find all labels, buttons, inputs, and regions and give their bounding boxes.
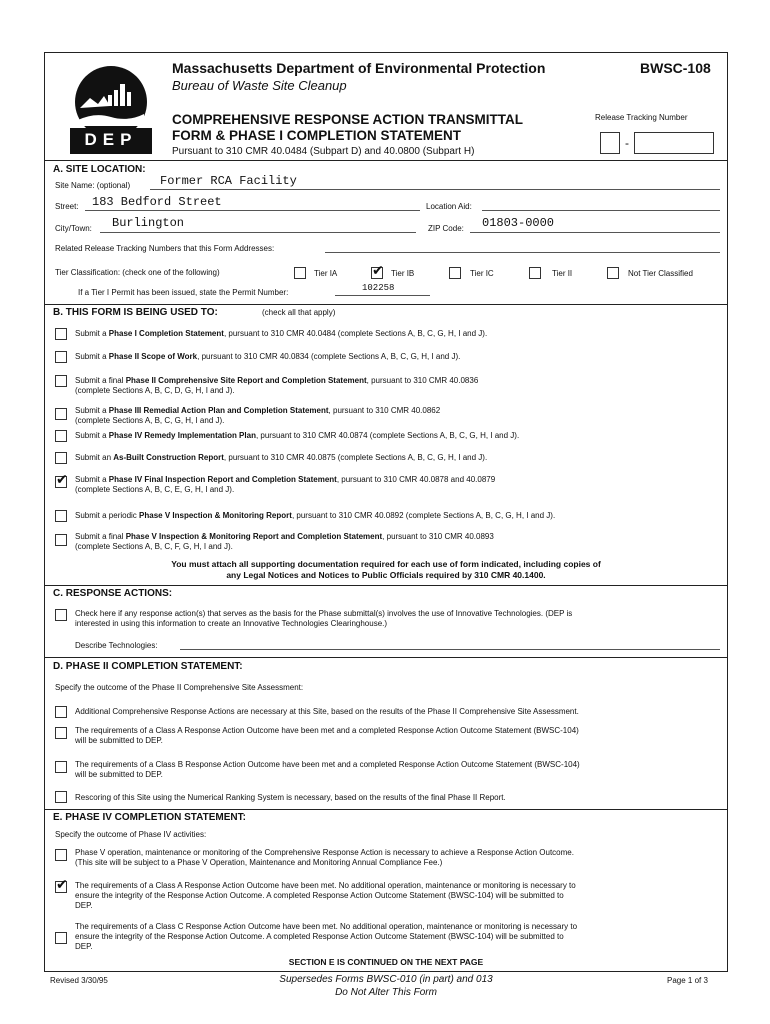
class-c-rao-met-text: The requirements of a Class C Response Action Outcome have been met. No additional operation, maintenance or monitoring is necessary to ensure the integrity of the Response Action Outcome. A completed Response Action Outcome Statement (BWSC-104) will be submitted to DEP. — [75, 922, 578, 951]
phase3-plan-checkbox[interactable] — [55, 408, 67, 420]
tier-label: Tier Classification: (check one of the following) — [55, 268, 220, 277]
tier-ii-checkbox[interactable] — [529, 267, 541, 279]
describe-tech-label: Describe Technologies: — [75, 641, 158, 650]
class-a-rao-text: The requirements of a Class A Response Action Outcome have been met and a completed Response Action Outcome Statement (BWSC-104) will be submitted to DEP. — [75, 726, 579, 745]
class-a-rao-met-checkbox[interactable] — [55, 881, 67, 893]
zip-label: ZIP Code: — [428, 224, 464, 233]
street-label: Street: — [55, 202, 79, 211]
class-a-rao-checkbox[interactable] — [55, 727, 67, 739]
tier-ib-checkbox[interactable] — [371, 267, 383, 279]
phase2-scope-checkbox[interactable] — [55, 351, 67, 363]
phase5-final-checkbox[interactable] — [55, 534, 67, 546]
pursuant-text: Pursuant to 310 CMR 40.0484 (Subpart D) and 40.0800 (Subpart H) — [172, 146, 475, 157]
additional-actions-text: Additional Comprehensive Response Actions are necessary at this Site, based on the results of the Phase II Comprehensive Site Assessment. — [75, 707, 579, 716]
tier-ii-label: Tier II — [552, 269, 573, 278]
phase1-completion-text: Submit a Phase I Completion Statement, pursuant to 310 CMR 40.0484 (complete Sections A, B, C, G, H, I and J). — [75, 329, 488, 338]
tier-ia-checkbox[interactable] — [294, 267, 306, 279]
city-field[interactable]: Burlington — [112, 216, 185, 230]
form-title-line2: FORM & PHASE I COMPLETION STATEMENT — [172, 128, 461, 143]
site-name-label: Site Name: (optional) — [55, 181, 131, 190]
form-title-line1: COMPREHENSIVE RESPONSE ACTION TRANSMITTAL — [172, 112, 524, 127]
location-aid-field[interactable] — [482, 210, 720, 211]
phase5-periodic-text: Submit a periodic Phase V Inspection & Monitoring Report, pursuant to 310 CMR 40.0892 (complete Sections A, B, C, G, H, I and J). — [75, 511, 556, 520]
phase2-report-checkbox[interactable] — [55, 375, 67, 387]
not-tier-classified-checkbox[interactable] — [607, 267, 619, 279]
revised-date: Revised 3/30/95 — [50, 976, 108, 985]
rescoring-text: Rescoring of this Site using the Numerical Ranking System is necessary, based on the results of the final Phase II Report. — [75, 793, 506, 802]
do-not-alter-text: Do Not Alter This Form — [335, 987, 437, 998]
phase1-completion-checkbox[interactable] — [55, 328, 67, 340]
site-name-field[interactable]: Former RCA Facility — [160, 174, 297, 188]
section-b-note: (check all that apply) — [262, 308, 336, 317]
tracking-box-prefix[interactable] — [600, 132, 620, 154]
phase3-plan-text: Submit a Phase III Remedial Action Plan and Completion Statement, pursuant to 310 CMR 40.0862 (complete Sections A, B, C, G, H, I and J). — [75, 406, 441, 425]
tracking-label: Release Tracking Number — [595, 113, 688, 122]
phase2-report-text: Submit a final Phase II Comprehensive Site Report and Completion Statement, pursuant to 310 CMR 40.0836 (complete Sections A, B, C, D, G, H, I and J). — [75, 376, 479, 395]
dep-logo — [70, 62, 152, 154]
as-built-checkbox[interactable] — [55, 452, 67, 464]
phase5-final-text: Submit a final Phase V Inspection & Monitoring Report and Completion Statement, pursuant to 310 CMR 40.0893 (complete Sections A, B, C, F, G, H, I and J). — [75, 532, 494, 551]
class-b-rao-text: The requirements of a Class B Response Action Outcome have been met and a completed Response Action Outcome Statement (BWSC-104) will be submitted to DEP. — [75, 760, 580, 779]
section-d-intro: Specify the outcome of the Phase II Comprehensive Site Assessment: — [55, 683, 304, 692]
as-built-text: Submit an As-Built Construction Report, pursuant to 310 CMR 40.0875 (complete Sections A, B, C, G, H, I and J). — [75, 453, 488, 462]
innovative-tech-checkbox[interactable] — [55, 609, 67, 621]
phase4-final-checkbox[interactable] — [55, 476, 67, 488]
attachment-notice-line2: any Legal Notices and Notices to Public Officials required by 310 CMR 40.1400. — [226, 570, 546, 580]
section-e-continued: SECTION E IS CONTINUED ON THE NEXT PAGE — [288, 957, 484, 967]
bureau-name: Bureau of Waste Site Cleanup — [172, 78, 347, 93]
phase4-remedy-text: Submit a Phase IV Remedy Implementation Plan, pursuant to 310 CMR 40.0874 (complete Sections A, B, C, G, H, I and J). — [75, 431, 520, 440]
phase4-final-text: Submit a Phase IV Final Inspection Report and Completion Statement, pursuant to 310 CMR 40.0878 and 40.0879 (complete Sections A, B, C, E, G, H, I and J). — [75, 475, 496, 494]
rescoring-checkbox[interactable] — [55, 791, 67, 803]
section-a-heading: A. SITE LOCATION: — [53, 164, 146, 175]
section-e-intro: Specify the outcome of Phase IV activities: — [55, 830, 207, 839]
section-b-heading: B. THIS FORM IS BEING USED TO: — [53, 307, 218, 318]
not-tier-classified-label: Not Tier Classified — [628, 269, 693, 278]
phase5-omm-text: Phase V operation, maintenance or monitoring of the Comprehensive Response Action is necessary to achieve a Response Action Outcome. (This site will be subject to a Phase V Operation, Maintenance and Monitoring Annual Compliance Fee.) — [75, 848, 574, 867]
tier-ic-label: Tier IC — [470, 269, 494, 278]
page-number: Page 1 of 3 — [667, 976, 708, 985]
tier-ic-checkbox[interactable] — [449, 267, 461, 279]
additional-actions-checkbox[interactable] — [55, 706, 67, 718]
related-tracking-field[interactable] — [325, 252, 720, 253]
phase5-omm-checkbox[interactable] — [55, 849, 67, 861]
class-a-rao-met-text: The requirements of a Class A Response Action Outcome have been met. No additional operation, maintenance or monitoring is necessary to ensure the integrity of the Response Action Outcome. A completed Response Action Outcome Statement (BWSC-104) will be submitted to DEP. — [75, 881, 576, 910]
supersedes-text: Supersedes Forms BWSC-010 (in part) and 013 — [279, 974, 493, 985]
zip-field[interactable]: 01803-0000 — [482, 216, 555, 230]
tier-ia-label: Tier IA — [314, 269, 338, 278]
city-label: City/Town: — [55, 224, 92, 233]
location-aid-label: Location Aid: — [426, 202, 472, 211]
class-c-rao-met-checkbox[interactable] — [55, 932, 67, 944]
agency-name: Massachusetts Department of Environmental Protection — [172, 60, 546, 76]
attachment-notice-line1: You must attach all supporting documentation required for each use of form indicated, including copies of — [171, 559, 601, 569]
describe-tech-field[interactable] — [180, 649, 720, 650]
street-field[interactable]: 183 Bedford Street — [92, 195, 222, 209]
tier-ib-label: Tier IB — [391, 269, 415, 278]
permit-label: If a Tier I Permit has been issued, state the Permit Number: — [78, 288, 289, 297]
form-id: BWSC-108 — [640, 60, 711, 76]
permit-number-field[interactable]: 102258 — [362, 283, 395, 293]
section-c-heading: C. RESPONSE ACTIONS: — [53, 588, 173, 599]
tracking-box-number[interactable] — [634, 132, 714, 154]
tracking-dash: - — [625, 136, 629, 150]
innovative-tech-text: Check here if any response action(s) that serves as the basis for the Phase submittal(s) involves the use of Innovative Technologies. (DEP is interested in using this information to create an Innovative Technologies Clearinghouse.) — [75, 609, 573, 628]
section-e-heading: E. PHASE IV COMPLETION STATEMENT: — [53, 812, 246, 823]
class-b-rao-checkbox[interactable] — [55, 761, 67, 773]
logo-text: DEP — [84, 130, 138, 149]
phase2-scope-text: Submit a Phase II Scope of Work, pursuant to 310 CMR 40.0834 (complete Sections A, B, C, G, H, I and J). — [75, 352, 461, 361]
section-d-heading: D. PHASE II COMPLETION STATEMENT: — [53, 661, 243, 672]
related-tracking-label: Related Release Tracking Numbers that this Form Addresses: — [55, 244, 275, 253]
phase4-remedy-checkbox[interactable] — [55, 430, 67, 442]
phase5-periodic-checkbox[interactable] — [55, 510, 67, 522]
